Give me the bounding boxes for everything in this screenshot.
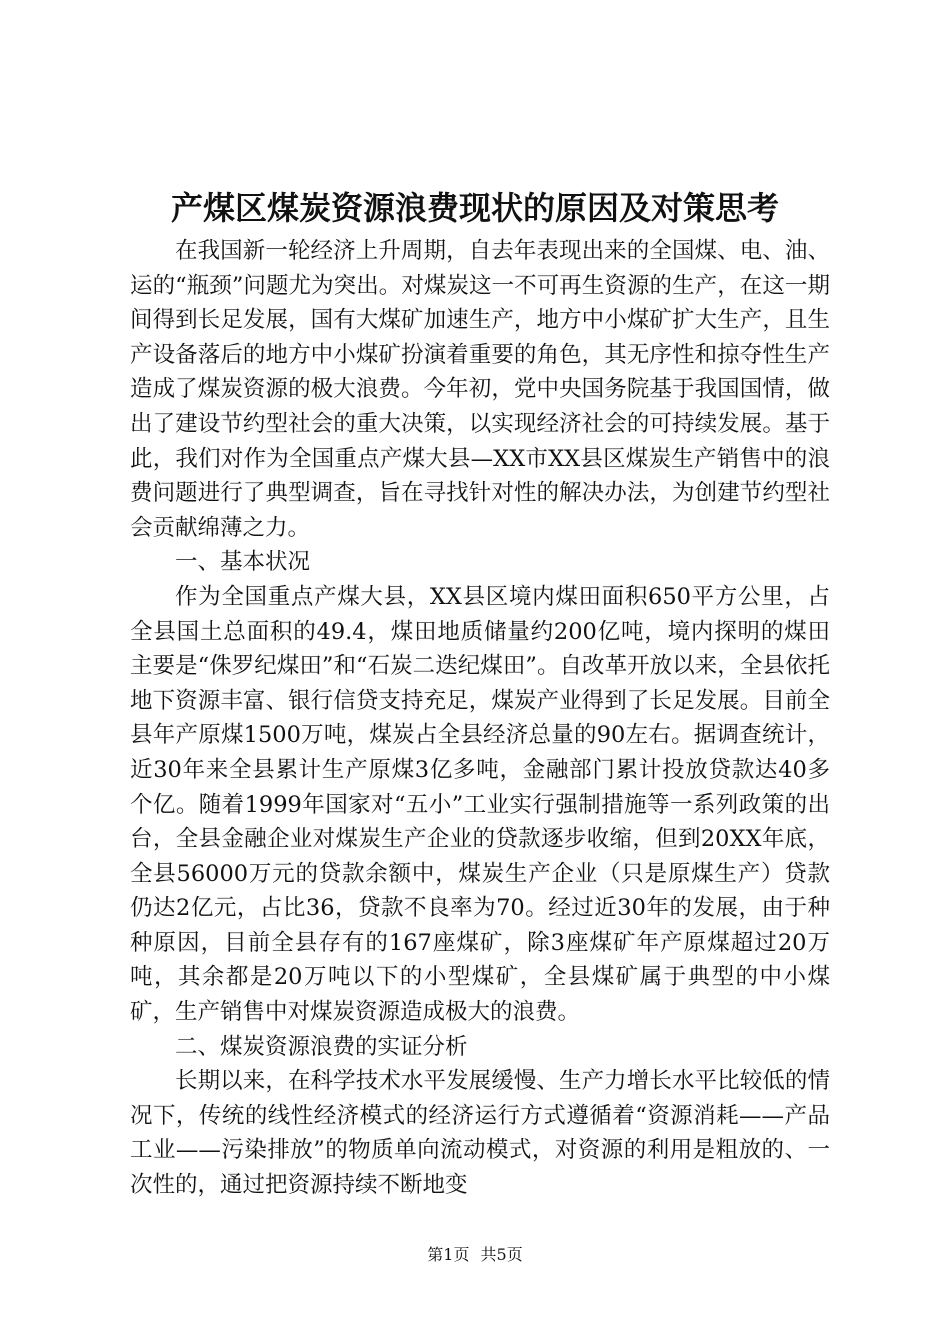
- page-footer: [0, 1244, 950, 1266]
- analysis-paragraph: 长期以来，在科学技术水平发展缓慢、生产力增长水平比较低的情况下，传统的线性经济模式的经济运行方式遵循着“资源消耗——产品工业——污染排放”的物质单向流动模式，对资源的利用是粗放的、一次性的，通过把资源持续不断地变: [130, 1068, 830, 1199]
- section-heading-basic-status: 一、基本状况: [175, 549, 311, 576]
- basic-status-paragraph: 作为全国重点产煤大县，XX县区境内煤田面积650平方公里，占全县国土总面积的49.4，煤田地质储量约200亿吨，境内探明的煤田主要是“侏罗纪煤田”和“石炭二迭纪煤田”。自改革开放以来，全县依托地下资源丰富、银行信贷支持充足，煤炭产业得到了长足发展。目前全县年产原煤1500万吨，煤炭占全县经济总量的90左右。据调查统计，近30年来全县累计生产原煤3亿多吨，金融部门累计投放贷款达40多个亿。随着1999年国家对“五小”工业实行强制措施等一系列政策的出台，全县金融企业对煤炭生产企业的贷款逐步收缩，但到20XX年底，全县56000万元的贷款余额中，煤炭生产企业（只是原煤生产）贷款仍达2亿元，占比36，贷款不良率为70。经过近30年的发展，由于种种原因，目前全县存有的167座煤矿，除3座煤矿年产原煤超过20万吨，其余都是20万吨以下的小型煤矿，全县煤矿属于典型的中小煤矿，生产销售中对煤炭资源造成极大的浪费。: [130, 583, 830, 1026]
- document-title: 产煤区煤炭资源浪费现状的原因及对策思考: [170, 189, 779, 227]
- page-number: 第1页: [427, 1245, 470, 1264]
- intro-paragraph: 在我国新一轮经济上升周期，自去年表现出来的全国煤、电、油、运的“瓶颈”问题尤为突出。对煤炭这一不可再生资源的生产，在这一期间得到长足发展，国有大煤矿加速生产，地方中小煤矿扩大生产，且生产设备落后的地方中小煤矿扮演着重要的角色，其无序性和掠夺性生产造成了煤炭资源的极大浪费。今年初，党中央国务院基于我国国情，做出了建设节约型社会的重大决策，以实现经济社会的可持续发展。基于此，我们对作为全国重点产煤大县—XX市XX县区煤炭生产销售中的浪费问题进行了典型调查，旨在寻找针对性的解决办法，为创建节约型社会贡献绵薄之力。: [130, 238, 830, 541]
- page-total: 共5页: [480, 1245, 523, 1264]
- section-heading-analysis: 二、煤炭资源浪费的实证分析: [175, 1033, 468, 1060]
- document-body: [130, 234, 830, 1203]
